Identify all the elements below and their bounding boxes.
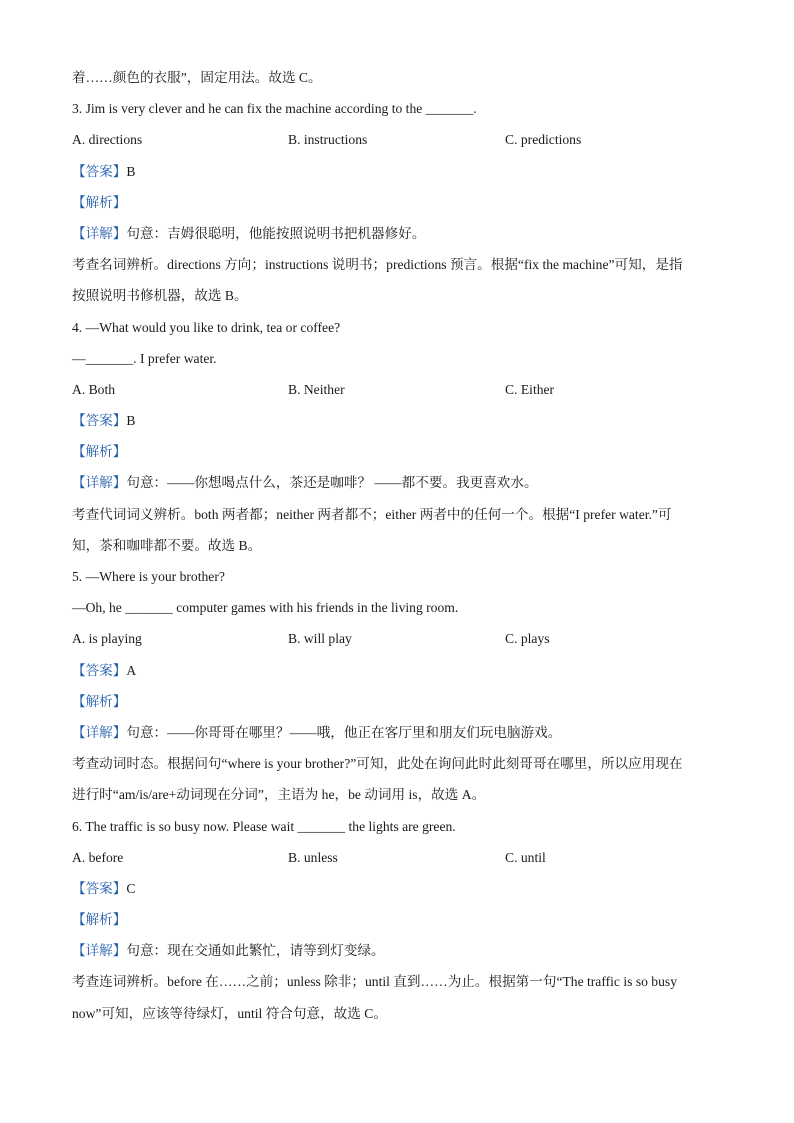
text-line: 考查代词词义辨析。both 两者都；neither 两者都不；either 两者中的任何一个。根据“I prefer water.”可: [72, 506, 672, 522]
analysis-line: [72, 686, 722, 717]
detail-line: [72, 218, 722, 249]
option-a: A. is playing: [72, 631, 142, 647]
answer-tag: 【答案】: [72, 413, 127, 429]
option-b: B. instructions: [288, 132, 368, 148]
text-line: 知，茶和咖啡都不要。故选 B。: [72, 537, 262, 553]
analysis-line: [72, 436, 722, 467]
option-b: B. will play: [288, 631, 352, 647]
options-row: [72, 374, 722, 405]
option-a: A. directions: [72, 132, 143, 148]
detail-text: 句意：——你想喝点什么，茶还是咖啡？ ——都不要。我更喜欢水。: [126, 475, 538, 491]
answer-value: B: [126, 413, 136, 429]
text-line: 按照说明书修机器，故选 B。: [72, 288, 248, 304]
detail-line: [72, 935, 722, 966]
question-3: 3. Jim is very clever and he can fix the machine according to the _______.: [72, 101, 477, 117]
option-c: C. predictions: [505, 132, 582, 148]
answer-line: [72, 405, 722, 436]
answer-line: [72, 156, 722, 187]
analysis-line: [72, 187, 722, 218]
answer-value: C: [126, 880, 136, 896]
options-row: [72, 842, 722, 873]
option-c: C. plays: [505, 631, 550, 647]
document-page: [72, 62, 722, 1029]
option-c: C. until: [505, 849, 546, 865]
text-line: 考查动词时态。根据问句“where is your brother?”可知，此处在询问此时此刻哥哥在哪里，所以应用现在: [72, 756, 683, 772]
option-a: A. before: [72, 849, 124, 865]
detail-text: 句意：——你哥哥在哪里？——哦，他正在客厅里和朋友们玩电脑游戏。: [126, 724, 562, 740]
analysis-tag: 【解析】: [72, 194, 127, 210]
analysis-tag: 【解析】: [72, 912, 127, 928]
detail-tag: 【详解】: [72, 724, 127, 740]
answer-value: B: [126, 163, 136, 179]
text-line: 考查名词辨析。directions 方向；instructions 说明书；predictions 预言。根据“fix the machine”可知，是指: [72, 257, 683, 273]
question-4: 4. —What would you like to drink, tea or coffee?: [72, 319, 341, 335]
text-line: 考查连词辨析。before 在……之前；unless 除非；until 直到……为止。根据第一句“The traffic is so busy: [72, 974, 677, 990]
question-6: 6. The traffic is so busy now. Please wait _______ the lights are green.: [72, 818, 456, 834]
answer-tag: 【答案】: [72, 662, 127, 678]
detail-line: [72, 467, 722, 498]
text-line: now”可知，应该等待绿灯，until 符合句意，故选 C。: [72, 1005, 387, 1021]
analysis-tag: 【解析】: [72, 693, 127, 709]
text-line: —Oh, he _______ computer games with his friends in the living room.: [72, 600, 459, 616]
question-5: 5. —Where is your brother?: [72, 569, 225, 584]
detail-line: [72, 717, 722, 748]
options-row: [72, 623, 722, 654]
option-b: B. Neither: [288, 381, 345, 397]
option-a: A. Both: [72, 381, 116, 397]
detail-tag: 【详解】: [72, 475, 127, 491]
answer-line: [72, 873, 722, 904]
option-c: C. Either: [505, 381, 555, 397]
text-line: 进行时“am/is/are+动词现在分词”，主语为 he，be 动词用 is，故选 A。: [72, 787, 486, 803]
answer-tag: 【答案】: [72, 880, 127, 896]
answer-tag: 【答案】: [72, 163, 127, 179]
text-line: —_______. I prefer water.: [72, 350, 217, 366]
text-line: 着……颜色的衣服”，固定用法。故选 C。: [72, 70, 322, 85]
analysis-tag: 【解析】: [72, 444, 127, 460]
option-b: B. unless: [288, 849, 338, 865]
detail-tag: 【详解】: [72, 943, 127, 959]
detail-text: 句意：现在交通如此繁忙，请等到灯变绿。: [126, 943, 385, 959]
answer-line: [72, 655, 722, 686]
detail-tag: 【详解】: [72, 225, 127, 241]
options-row: [72, 124, 722, 155]
answer-value: A: [126, 662, 137, 678]
detail-text: 句意：吉姆很聪明，他能按照说明书把机器修好。: [126, 225, 426, 241]
analysis-line: [72, 904, 722, 935]
